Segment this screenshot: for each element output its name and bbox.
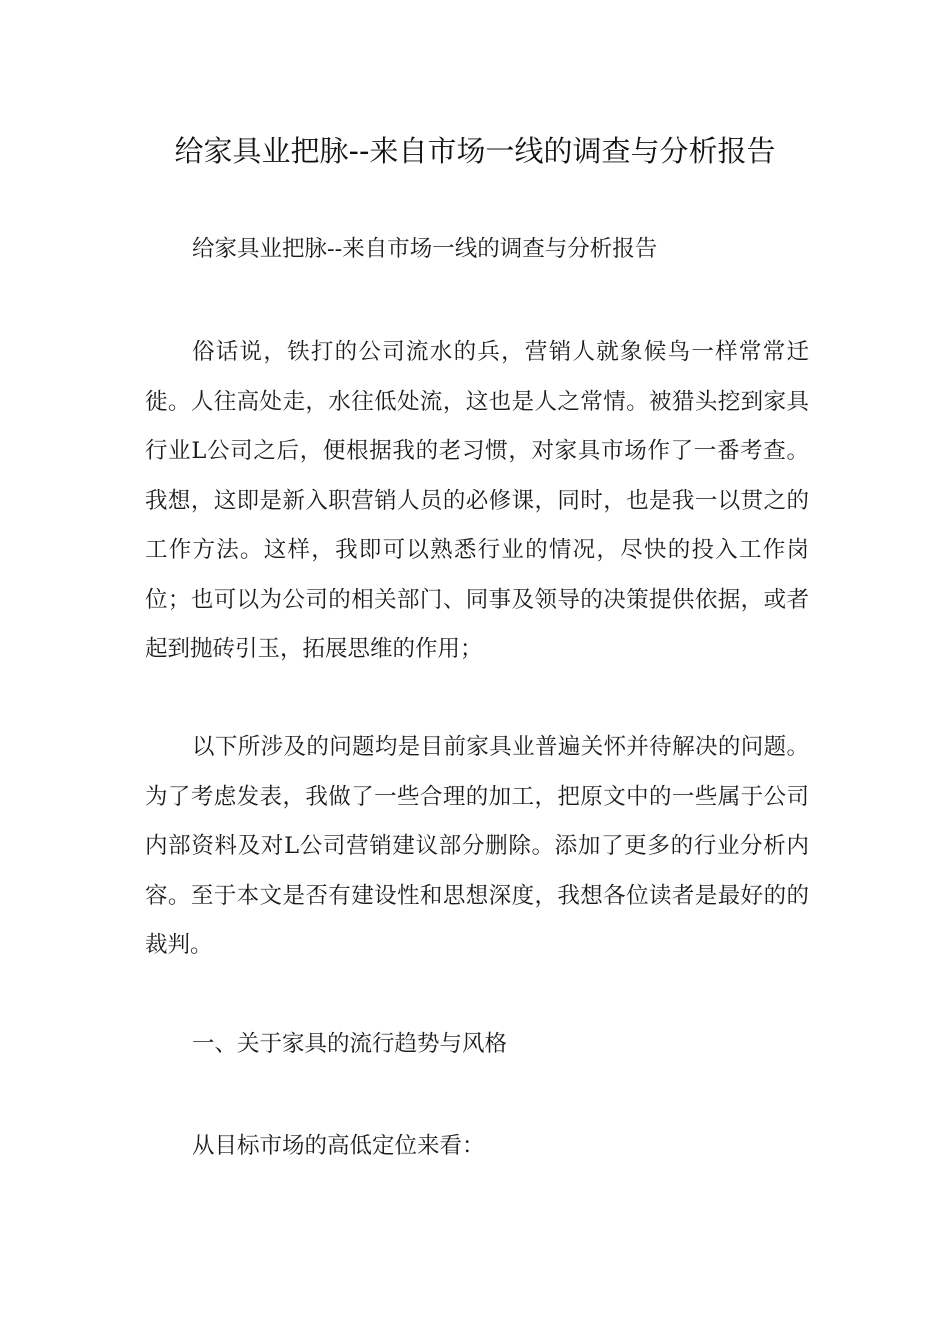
intro-paragraph: 俗话说，铁打的公司流水的兵，营销人就象候鸟一样常常迁徙。人往高处走，水往低处流，这也是人之常情。被猎头挖到家具行业L公司之后，便根据我的老习惯，对家具市场作了一番考查。我想，这即是新入职营销人员的必修课，同时，也是我一以贯之的工作方法。这样，我即可以熟悉行业的情况，尽快的投入工作岗位；也可以为公司的相关部门、同事及领导的决策提供依据，或者起到抛砖引玉，拓展思维的作用； bbox=[145, 339, 809, 662]
section-heading: 一、关于家具的流行趋势与风格 bbox=[192, 1031, 508, 1057]
section-lead-paragraph: 从目标市场的高低定位来看： bbox=[192, 1133, 485, 1159]
document-title: 给家具业把脉--来自市场一线的调查与分析报告 bbox=[174, 134, 776, 168]
subtitle-paragraph: 给家具业把脉--来自市场一线的调查与分析报告 bbox=[192, 236, 658, 262]
scope-paragraph: 以下所涉及的问题均是目前家具业普遍关怀并待解决的问题。为了考虑发表，我做了一些合理的加工，把原文中的一些属于公司内部资料及对L公司营销建议部分删除。添加了更多的行业分析内容。至于本文是否有建设性和思想深度，我想各位读者是最好的的裁判。 bbox=[145, 734, 809, 958]
